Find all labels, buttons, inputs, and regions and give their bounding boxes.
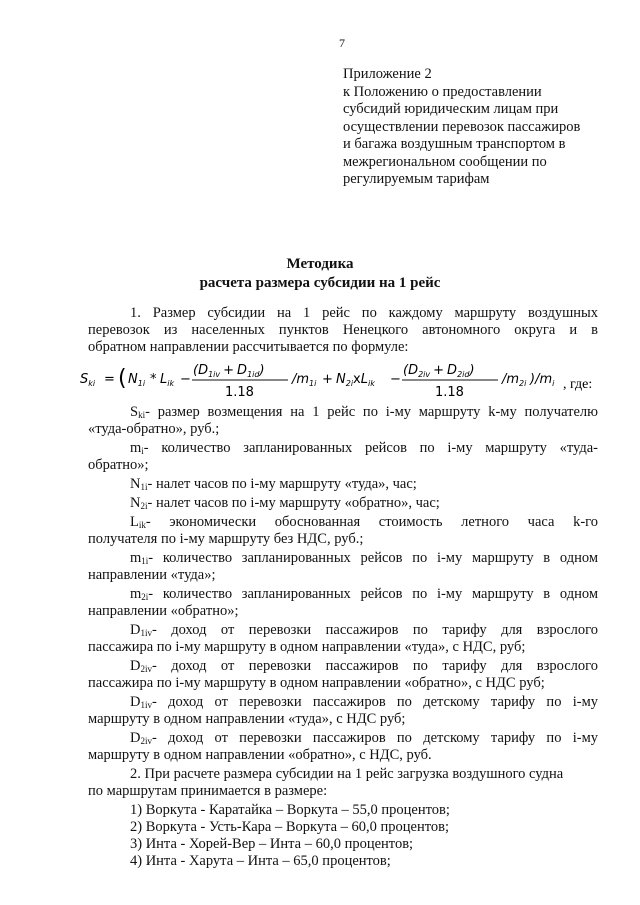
formula-n2: $N_{2i}xL_{ik}$	[336, 372, 375, 388]
formula-n1: $N_{1i}$	[128, 372, 146, 388]
appendix-line: и багажа воздушным транспортом в	[343, 136, 566, 152]
formula-m2: $/m_{2i}$	[502, 372, 527, 388]
definition-s-ki-cont: «туда-обратно», руб.;	[88, 421, 220, 437]
appendix-line: осуществлении перевозок пассажиров	[343, 118, 581, 135]
definition-m-2i: $m_{2i}-$ количество запланированных рейсов по i-му маршруту в одном	[130, 586, 598, 602]
page-number: 7	[339, 36, 345, 50]
formula-frac1-den: 1.18	[225, 385, 254, 400]
paragraph2-line: 2. При расчете размера субсидии на 1 рейс загрузка воздушного судна	[130, 766, 564, 782]
appendix-header	[343, 66, 633, 189]
appendix-line: межрегиональном сообщении по	[343, 153, 547, 170]
formula-eq: =	[104, 372, 115, 387]
formula-lhs: $S_{ki}$	[80, 372, 96, 388]
definition-s-ki: $S_{ki}-$ размер возмещения на 1 рейс по i-му маршруту k-му получателю	[130, 404, 598, 420]
definition-n-2i: $N_{2i}-$ налет часов по i-му маршруту «обратно», час;	[130, 495, 440, 511]
formula-star: *	[150, 372, 157, 387]
formula-where: , где:	[563, 377, 593, 392]
formula-plus2: +	[322, 372, 333, 387]
appendix-line: к Положению о предоставлении	[343, 83, 542, 100]
paragraph1-line: 1. Размер субсидии на 1 рейс по каждому маршруту воздушных	[130, 305, 598, 321]
formula-m1: $/m_{1i}$	[292, 372, 317, 388]
definition-l-ik: $L_{ik}-$ экономически обоснованная стоимость летного часа k-го	[130, 514, 598, 530]
definition-d-1iv-cont: пассажира по i-му маршруту в одном направлении «туда», с НДС, руб;	[88, 639, 526, 655]
definition-d-1iv: $D_{1iv}-$ доход от перевозки пассажиров по тарифу для взрослого	[130, 622, 598, 638]
paragraph1-line: перевозок из населенных пунктов Ненецкого автономного округа и в	[88, 322, 598, 338]
definition-d-2iv-child-cont: маршруту в одном направлении «обратно», с НДС, руб.	[88, 747, 432, 763]
definition-d-2iv: $D_{2iv}-$ доход от перевозки пассажиров по тарифу для взрослого	[130, 658, 598, 674]
definition-m-1i-cont: направлении «туда»;	[88, 567, 216, 583]
definition-d-2iv-cont: пассажира по i-му маршруту в одном направлении «обратно», с НДС руб;	[88, 675, 545, 691]
definition-d-2iv-child: $D_{2iv}-$ доход от перевозки пассажиров по детскому тарифу по i-му	[130, 730, 598, 746]
paragraph1-line: обратном направлении рассчитывается по формуле:	[88, 339, 409, 355]
definition-m-1i: $m_{1i}-$ количество запланированных рейсов по i-му маршруту в одном	[130, 550, 598, 566]
definition-l-ik-cont: получателя по i-му маршруту без НДС, руб.;	[88, 531, 364, 547]
formula-frac1-num: $(D_{1iv} + D_{1id})$	[193, 363, 265, 379]
route-item: 1) Воркута - Каратайка – Воркута – 55,0 процентов;	[130, 802, 450, 818]
document-title: Методика	[286, 256, 354, 272]
formula-minus: −	[180, 372, 191, 387]
formula-m: )$/m_i$	[530, 372, 555, 388]
appendix-line: Приложение 2	[343, 66, 432, 82]
definition-m-i: $m_i-$ количество запланированных рейсов по i-му маршруту «туда-	[130, 440, 598, 456]
formula-frac2-num: $(D_{2iv} + D_{2id})$	[403, 363, 475, 379]
definition-d-1iv-child-cont: маршруту в одном направлении «туда», с НДС руб;	[88, 711, 406, 727]
paragraph2-line: по маршрутам принимается в размере:	[88, 783, 328, 799]
formula-l: $L_{ik}$	[160, 372, 175, 388]
definition-m-2i-cont: направлении «обратно»;	[88, 603, 239, 619]
formula-frac2-den: 1.18	[435, 385, 464, 400]
subsidy-formula	[80, 356, 600, 402]
definition-n-1i: $N_{1i}-$ налет часов по i-му маршруту «туда», час;	[130, 476, 417, 492]
formula-paren-open: (	[118, 366, 127, 391]
formula-minus2: −	[390, 372, 401, 387]
definition-d-1iv-child: $D_{1iv}-$ доход от перевозки пассажиров по детскому тарифу по i-му	[130, 694, 598, 710]
definition-m-i-cont: обратно»;	[88, 457, 149, 473]
route-item: 4) Инта - Харута – Инта – 65,0 процентов;	[130, 853, 391, 869]
appendix-line: регулируемым тарифам	[343, 171, 490, 187]
appendix-line: субсидий юридическим лицам при	[343, 101, 559, 117]
route-item: 3) Инта - Хорей-Вер – Инта – 60,0 процентов;	[130, 836, 414, 852]
route-item: 2) Воркута - Усть-Кара – Воркута – 60,0 процентов;	[130, 819, 450, 835]
document-subtitle: расчета размера субсидии на 1 рейс	[199, 275, 441, 291]
